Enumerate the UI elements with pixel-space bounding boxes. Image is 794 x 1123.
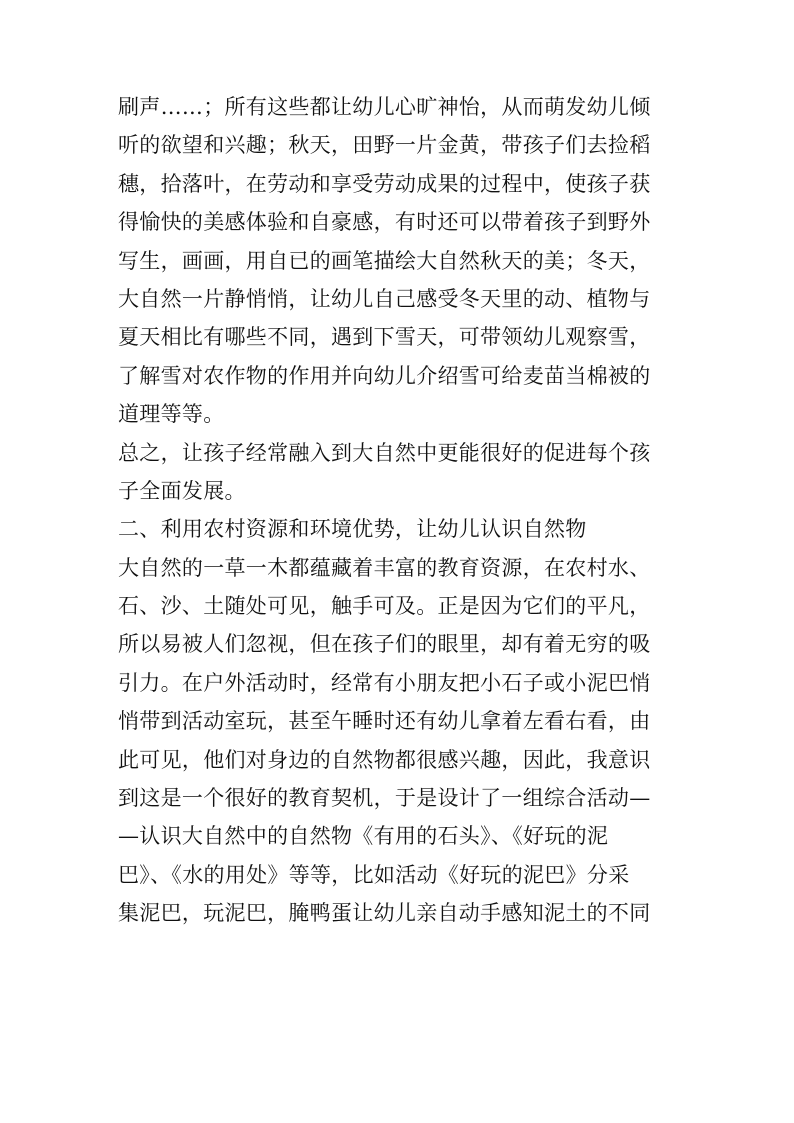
text-line: 集泥巴，玩泥巴，腌鸭蛋让幼儿亲自动手感知泥土的不同 <box>118 901 651 926</box>
text-line: 夏天相比有哪些不同，遇到下雪天，可带领幼儿观察雪， <box>118 325 651 350</box>
text-line: 巴》、《水的用处》等等，比如活动《好玩的泥巴》分采 <box>118 862 630 887</box>
text-line: 刷声……；所有这些都让幼儿心旷神怡，从而萌发幼儿倾 <box>118 95 651 119</box>
text-line: 引力。在户外活动时，经常有小朋友把小石子或小泥巴悄 <box>118 670 651 695</box>
paragraph-line: 总之，让孩子经常融入到大自然中更能很好的促进每个孩 <box>118 440 651 465</box>
text-line: 子全面发展。 <box>118 478 246 503</box>
text-line: 石、沙、土随处可见，触手可及。正是因为它们的平凡， <box>118 594 651 619</box>
text-line: 了解雪对农作物的作用并向幼儿介绍雪可给麦苗当棉被的 <box>118 363 651 388</box>
body-text <box>118 88 683 933</box>
text-line: 到这是一个很好的教育契机，于是设计了一组综合活动— <box>118 786 651 811</box>
text-line: 悄带到活动室玩，甚至午睡时还有幼儿拿着左看右看，由 <box>118 709 651 734</box>
text-line: 穗，拾落叶，在劳动和享受劳动成果的过程中，使孩子获 <box>118 171 651 196</box>
text-line: 所以易被人们忽视，但在孩子们的眼里，却有着无穷的吸 <box>118 632 651 657</box>
text-line: —认识大自然中的自然物《有用的石头》、《好玩的泥 <box>118 824 609 849</box>
text-line: 大自然一片静悄悄，让幼儿自己感受冬天里的动、植物与 <box>118 286 651 311</box>
text-line: 此可见，他们对身边的自然物都很感兴趣，因此，我意识 <box>118 747 651 772</box>
text-line: 道理等等。 <box>118 402 225 427</box>
section-heading: 二、利用农村资源和环境优势，让幼儿认识自然物 <box>118 517 587 542</box>
text-line: 听的欲望和兴趣；秋天，田野一片金黄，带孩子们去捡稻 <box>118 133 651 158</box>
paragraph-line: 大自然的一草一木都蕴藏着丰富的教育资源，在农村水、 <box>118 555 651 580</box>
text-line: 写生，画画，用自已的画笔描绘大自然秋天的美；冬天， <box>118 248 651 273</box>
text-line: 得愉快的美感体验和自豪感，有时还可以带着孩子到野外 <box>118 210 651 235</box>
